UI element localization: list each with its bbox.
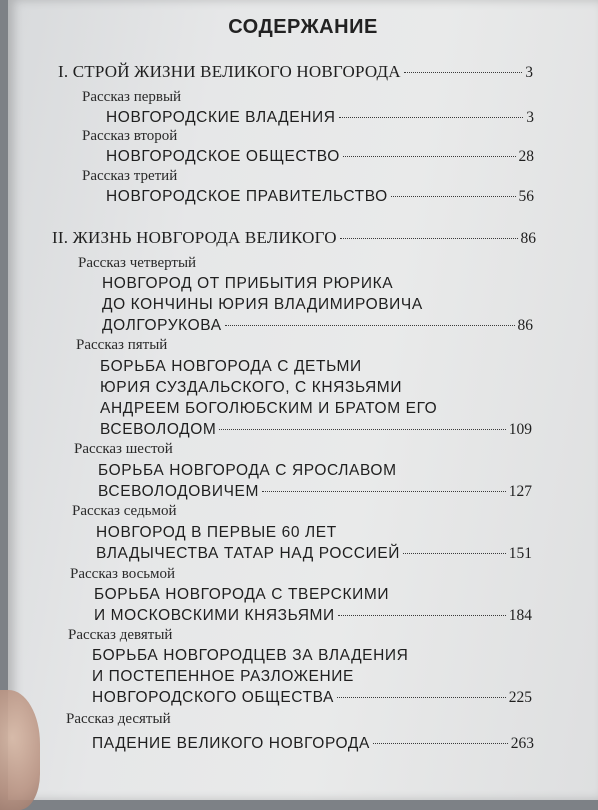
toc-story-3[interactable] [106,186,534,207]
page-title: СОДЕРЖАНИЕ [228,16,378,38]
toc-chapter-1[interactable] [58,62,533,82]
story-label: Рассказ четвертый [78,255,197,271]
story-title-line: ВСЕВОЛОДОМ [100,421,217,438]
story-title: НОВГОРОДСКИЕ ВЛАДЕНИЯ [106,109,336,126]
story-label: Рассказ девятый [68,627,173,643]
page-number: 56 [518,188,534,205]
dot-leader [373,743,508,744]
story-label: Рассказ второй [82,128,178,144]
story-label: Рассказ восьмой [70,566,176,582]
story-label: Рассказ десятый [66,711,171,727]
story-title-last-line [96,543,532,564]
toc-chapter-2[interactable] [52,228,536,248]
dot-leader [404,72,523,73]
toc-story-4[interactable] [102,273,533,336]
dot-leader [403,553,506,554]
toc-story-10[interactable] [92,733,534,754]
story-label: Рассказ третий [82,168,178,184]
dot-leader [338,615,506,616]
story-title: ПАДЕНИЕ ВЕЛИКОГО НОВГОРОДА [92,735,370,752]
page-number: 28 [518,148,534,165]
story-title-line: ВСЕВОЛОДОВИЧЕМ [98,483,259,500]
dot-leader [339,117,524,118]
story-title-line: БОРЬБА НОВГОРОДА С ДЕТЬМИ [100,358,362,375]
dot-leader [219,429,505,430]
dot-leader [262,491,506,492]
page-number: 86 [520,230,536,247]
page-number: 263 [510,735,534,752]
book-page [8,0,598,800]
dot-leader [391,196,516,197]
story-title-line: ДО КОНЧИНЫ ЮРИЯ ВЛАДИМИРОВИЧА [102,296,423,313]
story-label: Рассказ пятый [76,337,168,353]
page-number: 3 [526,109,534,126]
story-title-line: НОВГОРОД ОТ ПРИБЫТИЯ РЮРИКА [102,275,394,292]
dot-leader [343,156,516,157]
chapter-label: II. ЖИЗНЬ НОВГОРОДА ВЕЛИКОГО [52,228,337,247]
story-title-line: АНДРЕЕМ БОГОЛЮБСКИМ И БРАТОМ ЕГО [100,400,438,417]
story-title-line: И ПОСТЕПЕННОЕ РАЗЛОЖЕНИЕ [92,668,354,685]
toc-story-8[interactable] [94,584,532,626]
story-title-line: БОРЬБА НОВГОРОДЦЕВ ЗА ВЛАДЕНИЯ [92,647,409,664]
page-number: 3 [525,64,533,81]
story-label: Рассказ шестой [74,441,173,457]
story-title-line: ДОЛГОРУКОВА [102,317,222,334]
story-title-last-line [94,605,532,626]
dot-leader [225,325,515,326]
page-number: 225 [508,689,532,706]
story-title-line: НОВГОРОДСКОГО ОБЩЕСТВА [92,689,334,706]
story-title-last-line [100,419,532,440]
story-title-line: ВЛАДЫЧЕСТВА ТАТАР НАД РОССИЕЙ [96,545,401,562]
page-number: 127 [508,483,532,500]
story-title: НОВГОРОДСКОЕ ОБЩЕСТВО [106,148,340,165]
story-title-last-line [102,315,533,336]
story-title: НОВГОРОДСКОЕ ПРАВИТЕЛЬСТВО [106,188,388,205]
dot-leader [337,697,506,698]
toc-story-6[interactable] [98,460,532,502]
toc-story-7[interactable] [96,522,532,564]
story-label: Рассказ первый [82,89,182,105]
toc-story-9[interactable] [92,645,532,708]
story-title-last-line [98,481,532,502]
page-number: 109 [508,421,532,438]
story-title-line: НОВГОРОД В ПЕРВЫЕ 60 ЛЕТ [96,524,337,541]
chapter-label: I. СТРОЙ ЖИЗНИ ВЕЛИКОГО НОВГОРОДА [58,62,401,81]
story-title-line: БОРЬБА НОВГОРОДА С ЯРОСЛАВОМ [98,462,397,479]
toc-story-5[interactable] [100,356,532,440]
story-label: Рассказ седьмой [72,503,177,519]
story-title-line: ЮРИЯ СУЗДАЛЬСКОГО, С КНЯЗЬЯМИ [100,379,403,396]
story-title-last-line [92,687,532,708]
story-title-line: И МОСКОВСКИМИ КНЯЗЬЯМИ [94,607,335,624]
toc-story-1[interactable] [106,107,534,128]
page-number: 151 [508,545,532,562]
story-title-line: БОРЬБА НОВГОРОДА С ТВЕРСКИМИ [94,586,390,603]
page-number: 184 [508,607,532,624]
toc-story-2[interactable] [106,146,534,167]
page-number: 86 [517,317,533,334]
dot-leader [340,238,518,239]
